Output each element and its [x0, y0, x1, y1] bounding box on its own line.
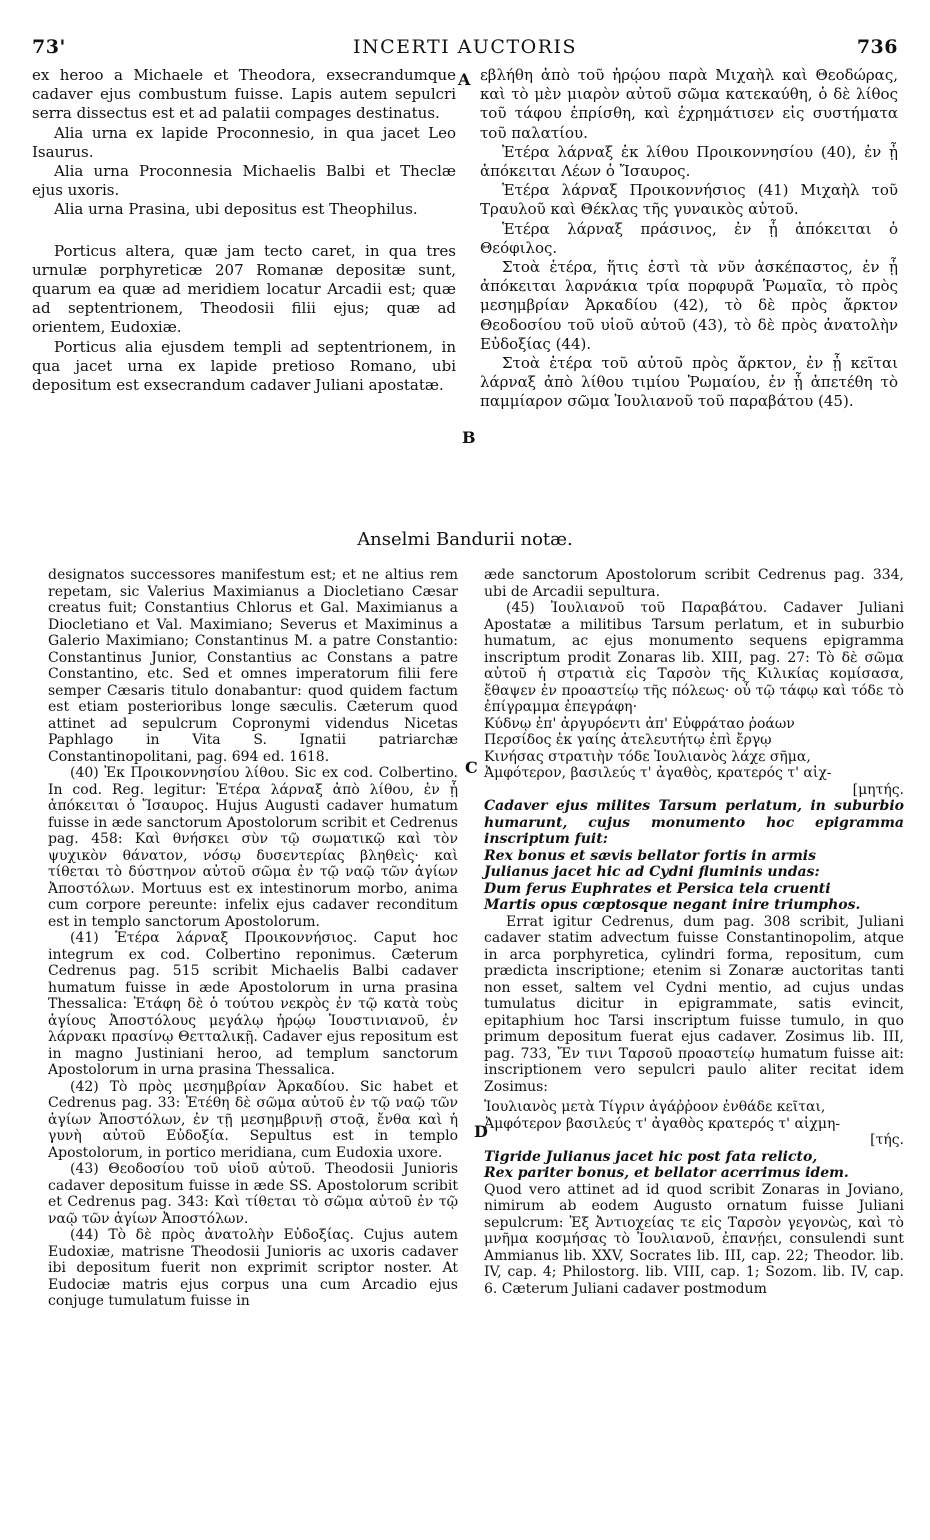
note-paragraph: Errat igitur Cedrenus, dum pag. 308 scribit, Juliani cadaver statim advectum fuisse Constantinopolim, atque in arca porphyretica, cylindri forma, repositum, cum prædicta inscriptione; etenim si Zonaræ auctoritas tanti non esset, saltem vel Cydni mentio, ad cujus undas tumulatus dicitur in epigrammate, satis evincit, epitaphium hoc Tarsi inscriptum fuisse tumulo, in quo primum depositum fuerat ejus cadaver. Zosimus lib. III, pag. 733, Ἔν τινι Ταρσοῦ προαστείῳ humatum fuisse ait: inscriptionem vero sepulcri paulo aliter recitat idem Zosimus: — [484, 913, 904, 1095]
epigram-latin — [484, 848, 904, 914]
epigram-greek — [484, 716, 904, 799]
note-paragraph: (44) Τὸ δὲ πρὸς ἀνατολὴν Εὐδοξίας. Cujus autem Eudoxiæ, matrisne Theodosii Junioris ac uxoris cadaver ibi depositum fuerit non exprimit scriptor noster. At Eudociæ matris ejus corpus una cum Arcadio ejus conjuge tumulatum fuisse in — [48, 1227, 458, 1309]
greek-paragraph: Στοὰ ἑτέρα, ἥτις ἐστὶ τὰ νῦν ἀσκέπαστος, ἐν ᾗ ἀπόκειται λαρνάκια τρία πορφυρᾶ Ῥωμαῖα, τὸ πρὸς μεσημβρίαν Ἀρκαδίου (42), τὸ δὲ πρὸς ἄρκτον Θεοδοσίου τοῦ υἱοῦ αὐτοῦ (43), τὸ δὲ πρὸς ἀνατολὴν Εὐδοξίας (44). — [480, 258, 898, 353]
verse-line: Dum ferus Euphrates et Persica tela cruenti — [484, 880, 831, 897]
verse-line: Rex pariter bonus, et bellator acerrimus idem. — [484, 1165, 849, 1181]
verse-line: Ἰουλιανὸς μετὰ Τίγριν ἀγάῤῥοον ἐνθάδε κεῖται, — [484, 1099, 826, 1115]
latin-paragraph: ex heroo a Michaele et Theodora, exsecrandumque cadaver ejus combustum fuisse. Lapis autem sepulcri serra dissectus est et ad palatii compages destinatus. — [32, 66, 456, 123]
latin-paragraph: Porticus alia ejusdem templi ad septentrionem, in qua jacet urna ex lapide pretioso Romano, ubi depositum est exsecrandum cadaver Juliani apostatæ. — [32, 337, 456, 395]
greek-paragraph: Ἑτέρα λάρναξ ἐκ λίθου Προικοννησίου (40), ἐν ᾗ ἀπόκειται Λέων ὁ Ἴσαυρος. — [480, 142, 898, 181]
note-paragraph: (41) Ἑτέρα λάρναξ Προικοννήσιος. Caput hoc integrum ex cod. Colbertino reponimus. Cæterum Cedrenus pag. 515 scribit Michaelis Balbi cadaver humatum fuisse in æde Apostolorum in urna prasina Thessalica: Ἐτάφη δὲ ὁ τούτου νεκρὸς ἐν τῷ κατὰ τοὺς ἁγίους Ἀποστόλους μεγάλῳ ἡρῴῳ Ἰουστινιανοῦ, ἐν λάρνακι πρασίνῳ Θετταλικῇ. Cadaver ejus repositum est in magno Justiniani heroo, ad templum sanctorum Apostolorum in urna prasina Thessalica. — [48, 930, 458, 1078]
page-number-right: 736 — [856, 36, 898, 58]
margin-letter-a: A — [458, 70, 471, 89]
notes-heading: Anselmi Bandurii notæ. — [357, 529, 573, 550]
note-paragraph: æde sanctorum Apostolorum scribit Cedrenus pag. 334, ubi de Arcadii sepultura. — [484, 567, 904, 600]
latin-paragraph: Alia urna ex lapide Proconnesio, in qua jacet Leo Isaurus. — [32, 123, 456, 161]
note-paragraph: (45) Ἰουλιανοῦ τοῦ Παραβάτου. Cadaver Juliani Apostatæ a militibus Tarsum perlatum, et in suburbio humatum, ac ejus monumento sequens epigramma inscriptum prodit Zonaras lib. XIII, pag. 27: Τὸ δὲ σῶμα αὐτοῦ ἡ στρατιὰ εἰς Ταρσὸν τῆς Κιλικίας κομίσασα, ἔθαψεν ἐν προαστείῳ τῆς πόλεως· οὗ τῷ τάφῳ καὶ τόδε τὸ ἐπίγραμμα ἐπεγράφη· — [484, 600, 904, 715]
greek-paragraph: Ἑτέρα λάρναξ πράσινος, ἐν ᾗ ἀπόκειται ὁ Θεόφιλος. — [480, 219, 898, 257]
margin-letter-b: B — [462, 428, 476, 447]
greek-paragraph: Ἑτέρα λάρναξ Προικοννήσιος (41) Μιχαὴλ τοῦ Τραυλοῦ καὶ Θέκλας τῆς γυναικὸς αὐτοῦ. — [480, 181, 898, 219]
verse-line-end: [τής. — [870, 1132, 904, 1148]
verse-line: Ἀμφότερον βασιλεύς τ' ἀγαθὸς κρατερός τ' αἰχμη- — [484, 1115, 841, 1132]
greek-paragraph: Στοὰ ἑτέρα τοῦ αὐτοῦ πρὸς ἄρκτον, ἐν ᾗ κεῖται λάρναξ ἀπὸ λίθου τιμίου Ῥωμαίου, ἐν ᾗ ἀπετέθη τὸ παμμίαρον σῶμα Ἰουλιανοῦ τοῦ παραβάτου (45). — [480, 354, 898, 411]
notes-right-column — [484, 567, 904, 1297]
note-paragraph: Quod vero attinet ad id quod scribit Zonaras in Joviano, nimirum ab eodem Augusto ornatum fuisse Juliani sepulcrum: Ἐξ Ἀντιοχείας τε εἰς Ταρσὸν γεγονὼς, καὶ τὸ μνῆμα κοσμήσας τὸ Ἰουλιανοῦ, ἐπανῄει, consulendi sunt Ammianus lib. XXV, Socrates lib. III, cap. 22; Theodor. lib. IV, cap. 4; Philostorg. lib. VIII, cap. 1; Sozom. lib. IV, cap. 6. Cæterum Juliani cadaver postmodum — [484, 1181, 904, 1297]
epigram-greek-zosimus — [484, 1099, 904, 1149]
verse-line: Κινήσας στρατιὴν τόδε Ἰουλιανὸς λάχε σῆμα, — [484, 748, 811, 765]
note-paragraph: (43) Θεοδοσίου τοῦ υἱοῦ αὐτοῦ. Theodosii Junioris cadaver depositum fuisse in æde SS. Apostolorum scribit et Cedrenus pag. 343: Καὶ τίθεται τὸ σῶμα αὐτοῦ ἐν τῷ ναῷ τῶν ἁγίων Ἀποστόλων. — [48, 1161, 458, 1227]
verse-line: Tigride Julianus jacet hic post fata relicto, — [484, 1148, 818, 1165]
verse-line: Rex bonus et sævis bellator fortis in armis — [484, 847, 816, 864]
latin-text-column — [32, 66, 456, 395]
margin-letter-c: C — [465, 758, 478, 777]
verse-line: Κύδνῳ ἐπ' ἀργυρόεντι ἀπ' Εὐφράταο ῥοάων — [484, 715, 795, 732]
note-paragraph: designatos successores manifestum est; et ne altius rem repetam, sic Valerius Maximianus a Diocletiano Cæsar creatus fuit; Constantius Chlorus et Gal. Maximianus a Diocletiano et Val. Maximiano; Severus et Maximinus a Galerio Maximiano; Constantinus M. a patre Constantio: Constantinus Junior, Constantius ac Constans a patre Constantino, etc. Sed et omnes imperatorum filii fere semper Cæsaris titulo donabantur: quod quidem factum est etiam posterioribus longe sæculis. Cæterum quod attinet ad sepulcrum Copronymi videndus Nicetas Paphlago in Vita S. Ignatii patriarchæ Constantinopolitani, pag. 694 ed. 1618. — [48, 567, 458, 765]
latin-paragraph: Porticus altera, quæ jam tecto caret, in qua tres urnulæ porphyreticæ 207 Romanæ depositæ sunt, quarum ea quæ ad meridiem locatur Arcadii est; quæ ad septentrionem, Theodosii filii ejus; quæ ad orientem, Eudoxiæ. — [32, 241, 456, 337]
margin-letter-d: D — [474, 1122, 488, 1141]
note-paragraph: (42) Τὸ πρὸς μεσημβρίαν Ἀρκαδίου. Sic habet et Cedrenus pag. 33: Ἐτέθη δὲ σῶμα αὐτοῦ ἐν τῷ ναῷ τῶν ἁγίων Ἀποστόλων, ἐν τῇ μεσημβρινῇ στοᾷ, ἔνθα καὶ ἡ γυνὴ αὐτοῦ Εὐδοξία. Sepultus est in templo Apostolorum, in portico meridiana, cum Eudoxia uxore. — [48, 1078, 458, 1161]
verse-line: Ἀμφότερον, βασιλεύς τ' ἀγαθὸς, κρατερός τ' αἰχ- — [484, 765, 832, 781]
latin-paragraph: Alia urna Proconnesia Michaelis Balbi et Theclæ ejus uxoris. — [32, 162, 456, 200]
verse-line: Περσίδος ἐκ γαίης ἀτελευτήτῳ ἐπὶ ἔργῳ — [484, 732, 772, 748]
greek-paragraph: εβλήθη ἀπὸ τοῦ ἡρῴου παρὰ Μιχαὴλ καὶ Θεοδώρας, καὶ τὸ μὲν μιαρὸν αὐτοῦ σῶμα κατεκαύθη, ὁ δὲ λίθος τοῦ τάφου ἐπρίσθη, καὶ ἐχρημάτισεν εἰς συστήματα τοῦ παλατίου. — [480, 66, 898, 142]
note-paragraph: (40) Ἐκ Προικοννησίου λίθου. Sic ex cod. Colbertino. In cod. Reg. legitur: Ἑτέρα λάρναξ ἀπὸ λίθου, ἐν ᾗ ἀπόκειται ὁ Ἴσαυρος. Hujus Augusti cadaver humatum fuisse in æde sanctorum Apostolorum scribit et Cedrenus pag. 458: Καὶ θνήσκει σὺν τῷ σωματικῷ καὶ τὸν ψυχικὸν θάνατον, νόσῳ δυσεντερίας βληθεὶς· καὶ τίθεται τὸ δύστηνον αὐτοῦ σῶμα ἐν τῷ ναῷ τῶν ἁγίων Ἀποστόλων. Mortuus est ex intestinorum morbo, anima cum corpore pereunte: infelix ejus cadaver reconditum est in templo sanctorum Apostolorum. — [48, 765, 458, 930]
verse-line-end: [μητής. — [852, 781, 904, 798]
page-number-left: 73' — [32, 36, 66, 58]
note-paragraph-italic: Cadaver ejus milites Tarsum perlatum, in suburbio humarunt, cujus monumento hoc epigramma inscriptum fuit: — [484, 798, 904, 847]
epigram-latin-zosimus — [484, 1149, 904, 1182]
notes-left-column — [48, 567, 458, 1310]
running-title: INCERTI AUCTORIS — [352, 36, 578, 58]
latin-paragraph: Alia urna Prasina, ubi depositus est Theophilus. — [54, 200, 418, 219]
greek-text-column — [480, 66, 898, 412]
verse-line: Martis opus cœptosque negant inire triumphos. — [484, 897, 861, 913]
verse-line: Julianus jacet hic ad Cydni fluminis undas: — [484, 864, 820, 880]
